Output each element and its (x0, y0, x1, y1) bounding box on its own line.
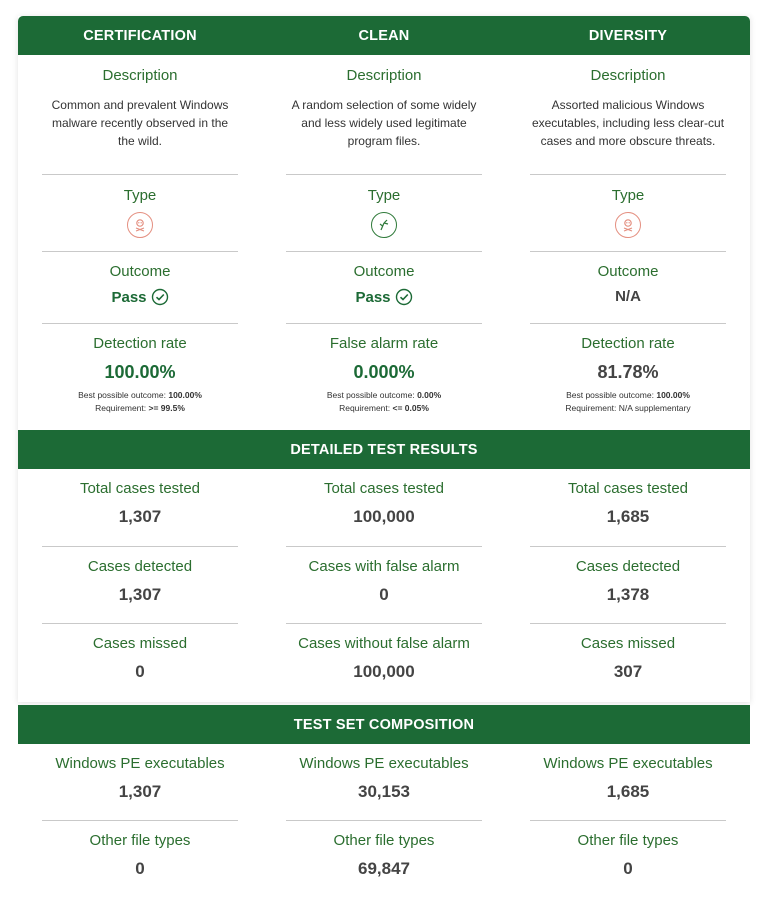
description-label: Description (102, 67, 178, 84)
check-circle-icon (395, 288, 413, 306)
stat-cell (286, 547, 482, 624)
rate-value: 81.78% (597, 362, 659, 382)
type-cell (530, 175, 726, 252)
description-text: Assorted malicious Windows executables, including less clear-cut cases and more obscure threats. (531, 98, 725, 148)
description-label: Description (590, 67, 666, 84)
rate-label: False alarm rate (329, 335, 439, 352)
detailed-results-header: DETAILED TEST RESULTS (18, 430, 750, 469)
stat-value: 30,153 (358, 782, 410, 801)
stat-value: 100,000 (353, 507, 415, 526)
column-header-row (18, 16, 750, 55)
stat-label: Total cases tested (323, 480, 445, 497)
rate-label: Detection rate (581, 335, 675, 352)
stat-cell (530, 624, 726, 702)
best-outcome-note: Best possible outcome: 100.00% (566, 390, 690, 400)
summary-panel (18, 16, 750, 702)
rate-cell (42, 324, 238, 430)
stat-value: 1,307 (118, 507, 162, 526)
composition-header: TEST SET COMPOSITION (18, 705, 750, 744)
outcome-value: Pass (111, 288, 147, 306)
stat-cell (530, 744, 726, 821)
composition-column-clean (262, 744, 506, 898)
stat-value: 0 (379, 585, 389, 604)
stat-value: 1,378 (606, 585, 650, 604)
composition-grid (18, 744, 750, 898)
stat-cell (286, 624, 482, 702)
stat-value: 1,307 (118, 585, 162, 604)
type-cell (286, 175, 482, 252)
stat-value: 1,685 (606, 782, 650, 801)
requirement-note: Requirement: <= 0.05% (339, 403, 429, 413)
best-outcome-note: Best possible outcome: 0.00% (326, 390, 442, 400)
type-label: Type (367, 187, 401, 204)
description-label: Description (346, 67, 422, 84)
stat-cell (530, 547, 726, 624)
clean-column (262, 55, 506, 430)
stat-label: Total cases tested (567, 480, 689, 497)
biohazard-skull-icon (127, 212, 153, 238)
stat-value: 1,307 (118, 782, 162, 801)
detailed-column-diversity (506, 469, 750, 702)
stat-cell (42, 624, 238, 702)
stat-cell (286, 469, 482, 547)
rate-value: 100.00% (104, 362, 176, 382)
certification-column (18, 55, 262, 430)
summary-grid (18, 55, 750, 430)
rate-cell (286, 324, 482, 430)
stat-label: Other file types (89, 832, 191, 849)
detailed-results-grid (18, 469, 750, 702)
stat-label: Cases missed (580, 635, 676, 652)
header-certification: CERTIFICATION (83, 27, 197, 44)
outcome-value: Pass (355, 288, 391, 306)
stat-cell (286, 821, 482, 898)
composition-column-diversity (506, 744, 750, 898)
type-label: Type (611, 187, 645, 204)
stat-cell (42, 547, 238, 624)
check-circle-icon (151, 288, 169, 306)
stat-value: 0 (623, 859, 633, 878)
stat-label: Windows PE executables (55, 755, 225, 772)
outcome-label: Outcome (597, 263, 659, 280)
biohazard-skull-icon (615, 212, 641, 238)
stat-label: Total cases tested (79, 480, 201, 497)
results-card (18, 16, 750, 898)
stat-label: Other file types (577, 832, 679, 849)
rate-value: 0.000% (353, 362, 415, 382)
outcome-cell (286, 252, 482, 324)
stat-label: Cases without false alarm (298, 635, 470, 652)
outcome-cell (530, 252, 726, 324)
diversity-column (506, 55, 750, 430)
description-cell (530, 55, 726, 175)
description-cell (42, 55, 238, 175)
requirement-note: Requirement: N/A supplementary (565, 403, 691, 413)
stat-cell (530, 469, 726, 547)
stat-cell (286, 744, 482, 821)
stat-value: 100,000 (353, 662, 415, 681)
stat-cell (42, 821, 238, 898)
stat-cell (530, 821, 726, 898)
description-text: A random selection of some widely and less widely used legitimate program files. (291, 98, 477, 148)
outcome-label: Outcome (109, 263, 171, 280)
stat-value: 307 (613, 662, 643, 681)
outcome-pass (111, 288, 168, 306)
header-clean: CLEAN (358, 27, 410, 44)
stat-value: 1,685 (606, 507, 650, 526)
clean-leaf-icon (371, 212, 397, 238)
outcome-pass (355, 288, 412, 306)
outcome-label: Outcome (353, 263, 415, 280)
detailed-column-clean (262, 469, 506, 702)
header-diversity: DIVERSITY (588, 27, 668, 44)
stat-label: Windows PE executables (299, 755, 469, 772)
best-outcome-note: Best possible outcome: 100.00% (78, 390, 202, 400)
description-cell (286, 55, 482, 175)
rate-cell (530, 324, 726, 430)
stat-label: Cases missed (92, 635, 188, 652)
description-text: Common and prevalent Windows malware recently observed in the the wild. (51, 98, 229, 148)
outcome-cell (42, 252, 238, 324)
outcome-value: N/A (615, 288, 641, 305)
type-cell (42, 175, 238, 252)
detailed-column-certification (18, 469, 262, 702)
requirement-note: Requirement: >= 99.5% (95, 403, 185, 413)
stat-label: Other file types (333, 832, 435, 849)
type-label: Type (123, 187, 157, 204)
stat-cell (42, 744, 238, 821)
stat-label: Cases detected (575, 558, 681, 575)
stat-label: Cases detected (87, 558, 193, 575)
stat-cell (42, 469, 238, 547)
stat-label: Cases with false alarm (308, 558, 460, 575)
composition-column-certification (18, 744, 262, 898)
stat-value: 69,847 (358, 859, 410, 878)
stat-value: 0 (135, 859, 145, 878)
stat-label: Windows PE executables (543, 755, 713, 772)
rate-label: Detection rate (93, 335, 187, 352)
stat-value: 0 (135, 662, 145, 681)
